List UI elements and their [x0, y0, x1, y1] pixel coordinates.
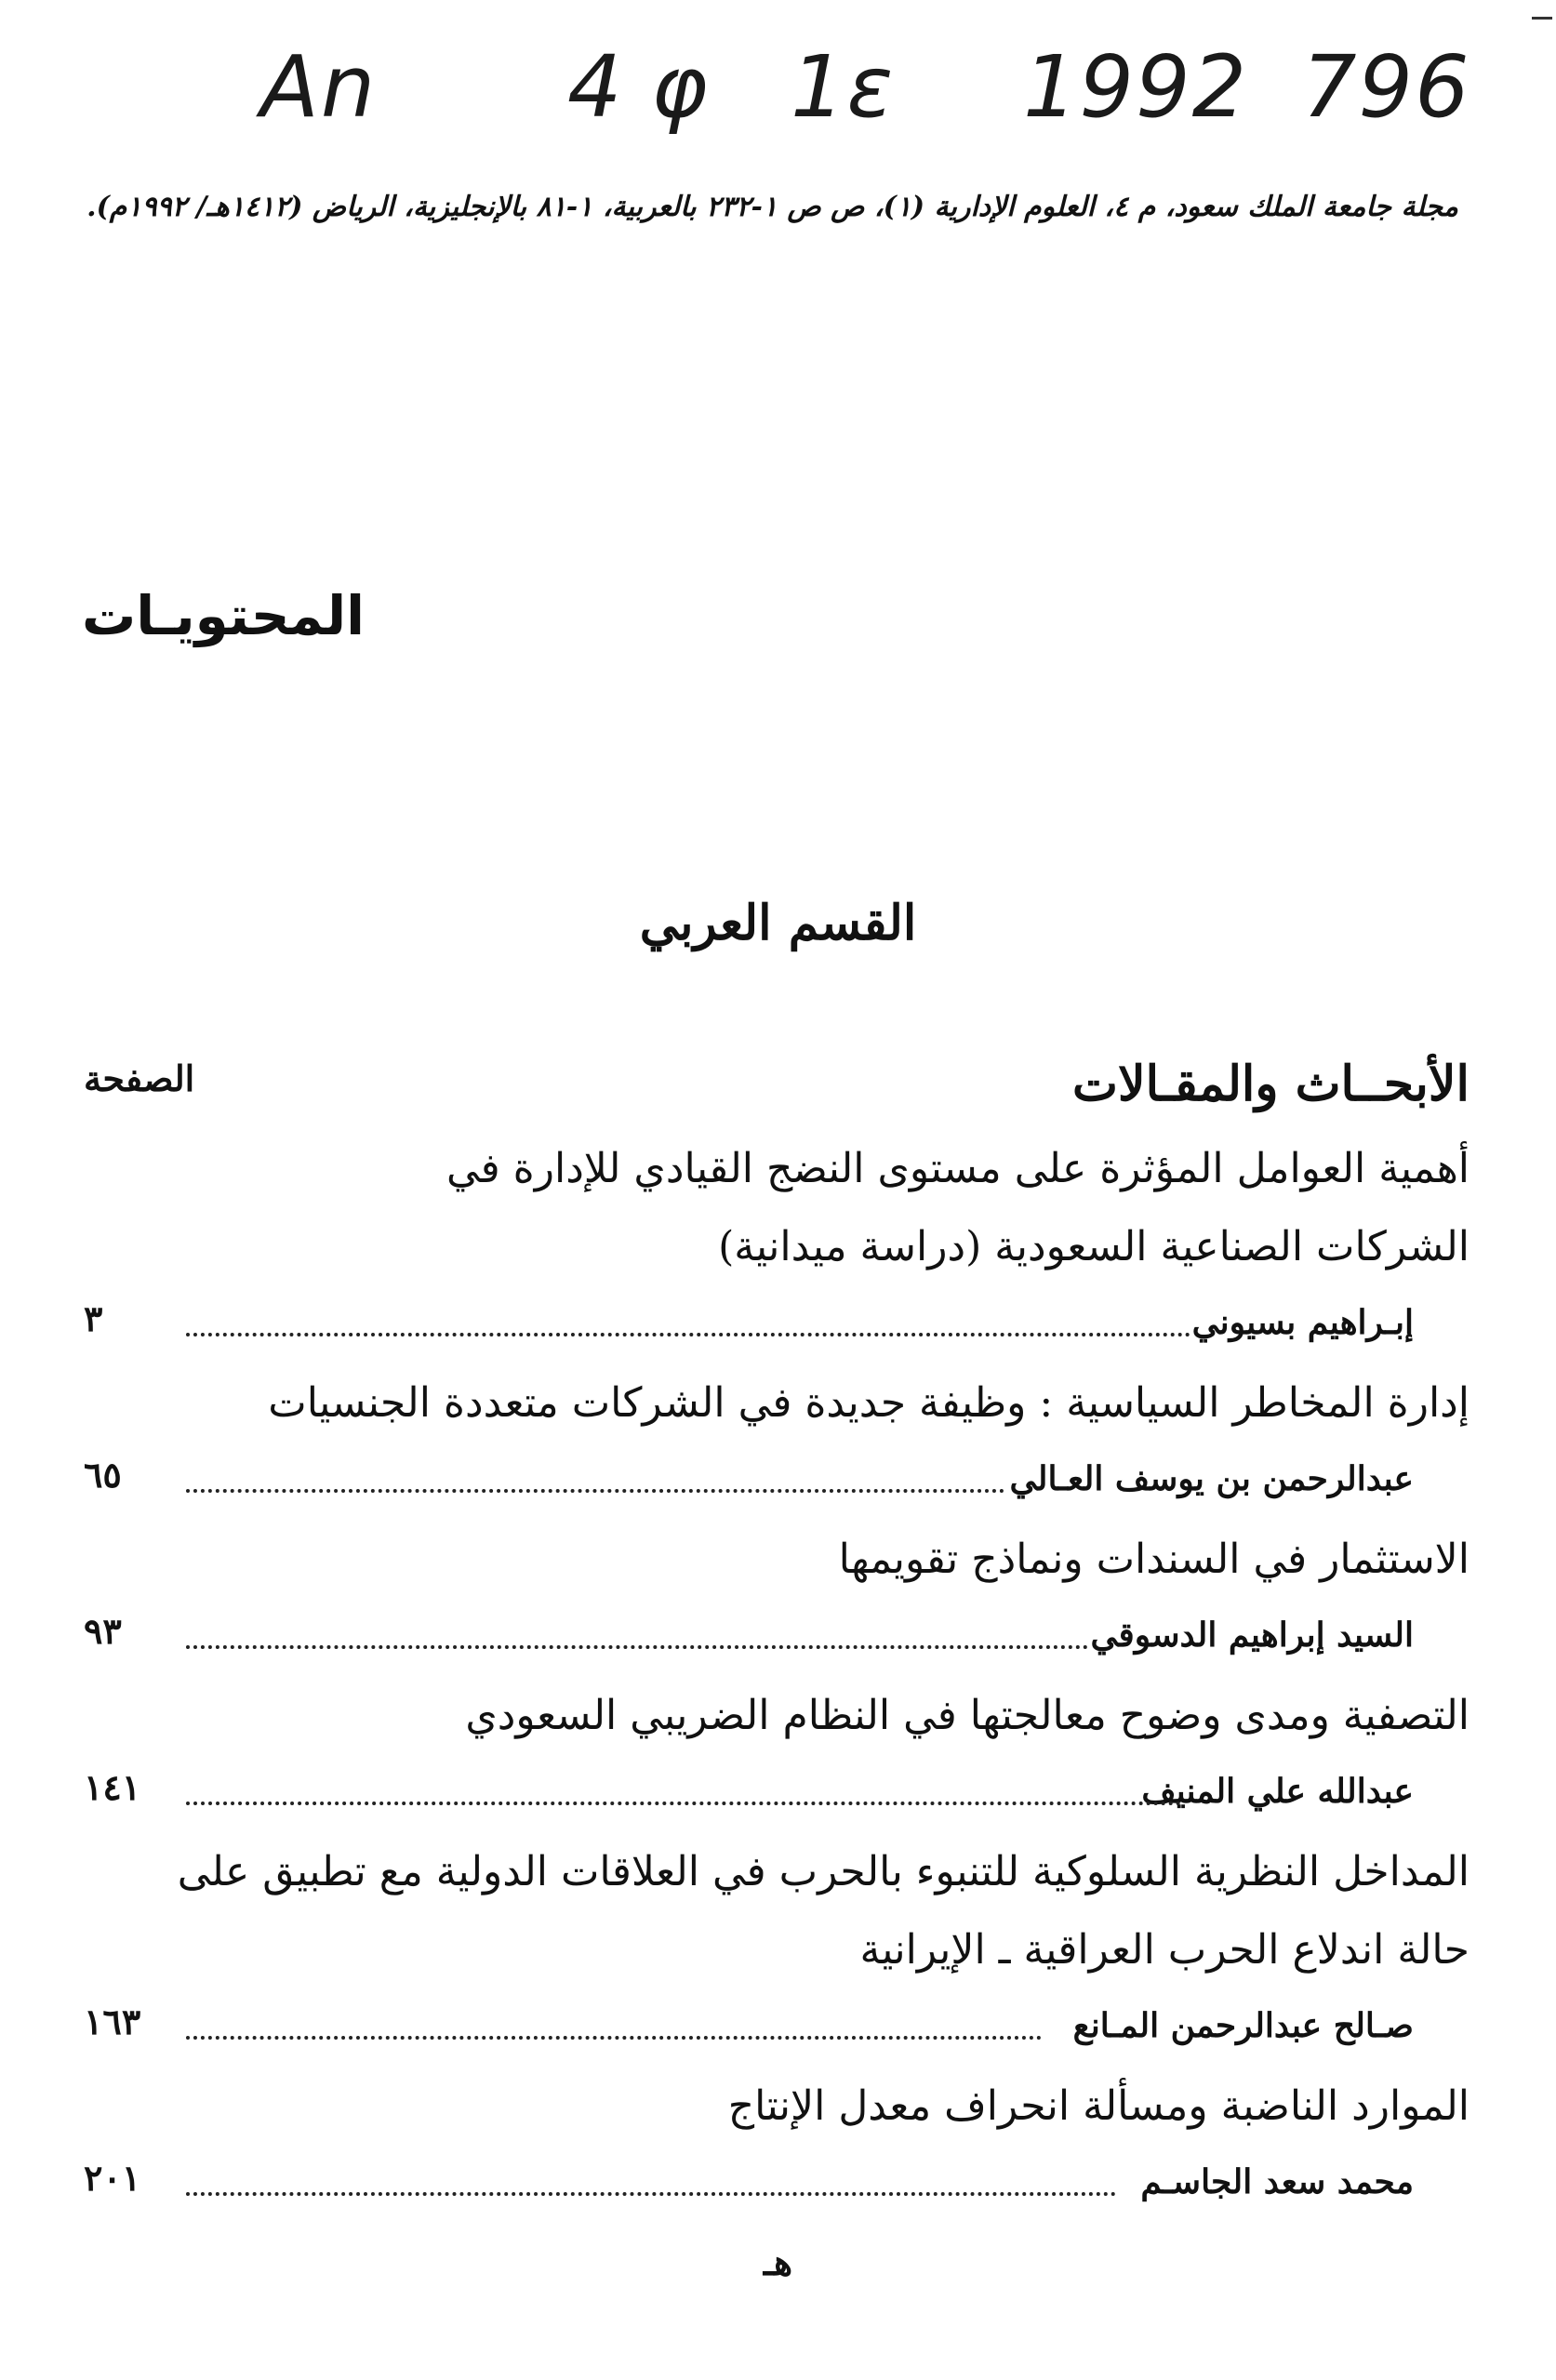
entry-title[interactable]: المداخل النظرية السلوكية للتنبوء بالحرب في العلاقات الدولية مع تطبيق على: [177, 1848, 1470, 1895]
entry-author: إبـراهيم بسيوني: [1191, 1303, 1414, 1342]
entry-author-row: [84, 2146, 1470, 2224]
table-of-contents: [84, 1130, 1470, 2224]
entry-title[interactable]: أهمية العوامل المؤثرة على مستوى النضج القيادي للإدارة في: [446, 1145, 1470, 1192]
entry-author: محمد سعد الجاسـم: [1140, 2162, 1414, 2201]
dot-leader: [186, 1608, 1088, 1649]
toc-entry: [84, 2068, 1470, 2224]
entry-page-number[interactable]: ٣: [84, 1297, 103, 1339]
handwritten-code-2: 4: [567, 37, 624, 137]
dot-leader: [186, 1452, 1004, 1493]
section-title: القسم العربي: [639, 895, 917, 951]
toc-entry: [84, 1677, 1470, 1833]
handwritten-code-1: An: [260, 37, 378, 137]
entry-page-number[interactable]: ١٦٣: [84, 2001, 141, 2042]
entry-page-number[interactable]: ٩٣: [84, 1610, 122, 1652]
toc-entry: [84, 1833, 1470, 2068]
entry-author-row: [84, 1286, 1470, 1364]
dot-leader: [186, 1296, 1190, 1336]
page-column-label: الصفحة: [84, 1057, 195, 1099]
entry-title[interactable]: الاستثمار في السندات ونماذج تقويمها: [838, 1536, 1470, 1583]
entry-title[interactable]: حالة اندلاع الحرب العراقية ـ الإيرانية: [859, 1926, 1470, 1974]
toc-entry: [84, 1130, 1470, 1364]
handwritten-code-3: φ: [651, 37, 710, 137]
entry-title[interactable]: الشركات الصناعية السعودية (دراسة ميدانية): [718, 1223, 1470, 1270]
toc-entry: [84, 1521, 1470, 1677]
handwritten-year: 1992: [1023, 37, 1249, 137]
entry-author: صـالح عبدالرحمن المـانع: [1072, 2006, 1414, 2045]
handwritten-code-4: 1ε: [791, 37, 896, 137]
entry-author: عبدالرحمن بن يوسف العـالي: [1009, 1459, 1414, 1498]
articles-label: الأبحــاث والمقـالات: [1072, 1056, 1470, 1112]
handwritten-number: 796: [1302, 37, 1471, 137]
entry-title[interactable]: إدارة المخاطر السياسية : وظيفة جديدة في الشركات متعددة الجنسيات: [268, 1379, 1470, 1427]
entry-author-row: [84, 1443, 1470, 1521]
corner-mark: [1532, 17, 1552, 20]
contents-title: المحتويـات: [82, 584, 366, 647]
toc-entry: [84, 1364, 1470, 1521]
entry-author-row: [84, 1755, 1470, 1833]
entry-title[interactable]: الموارد الناضبة ومسألة انحراف معدل الإنتاج: [727, 2082, 1470, 2130]
toc-header: [84, 1056, 1470, 1121]
entry-author-row: [84, 1599, 1470, 1677]
entry-page-number[interactable]: ٢٠١: [84, 2157, 141, 2199]
page-footer-letter: هـ: [763, 2241, 793, 2283]
dot-leader: [186, 1764, 1181, 1805]
entry-page-number[interactable]: ١٤١: [84, 1766, 141, 1808]
entry-title[interactable]: التصفية ومدى وضوح معالجتها في النظام الضريبي السعودي: [465, 1692, 1470, 1739]
entry-author: السيد إبراهيم الدسوقي: [1090, 1615, 1414, 1655]
dot-leader: [186, 1999, 1042, 2040]
dot-leader: [186, 2155, 1116, 2196]
entry-page-number[interactable]: ٦٥: [84, 1454, 122, 1496]
journal-citation: مجلة جامعة الملك سعود، م ٤، العلوم الإدارية (١)، ص ص ١-٢٣٢ بالعربية، ١-٨١ بالإنجليزية، الرياض (١٤١٢هـ/ ١٩٩٢م).: [86, 191, 1458, 223]
entry-author: عبدالله علي المنيف: [1141, 1772, 1414, 1811]
entry-author-row: [84, 1989, 1470, 2068]
